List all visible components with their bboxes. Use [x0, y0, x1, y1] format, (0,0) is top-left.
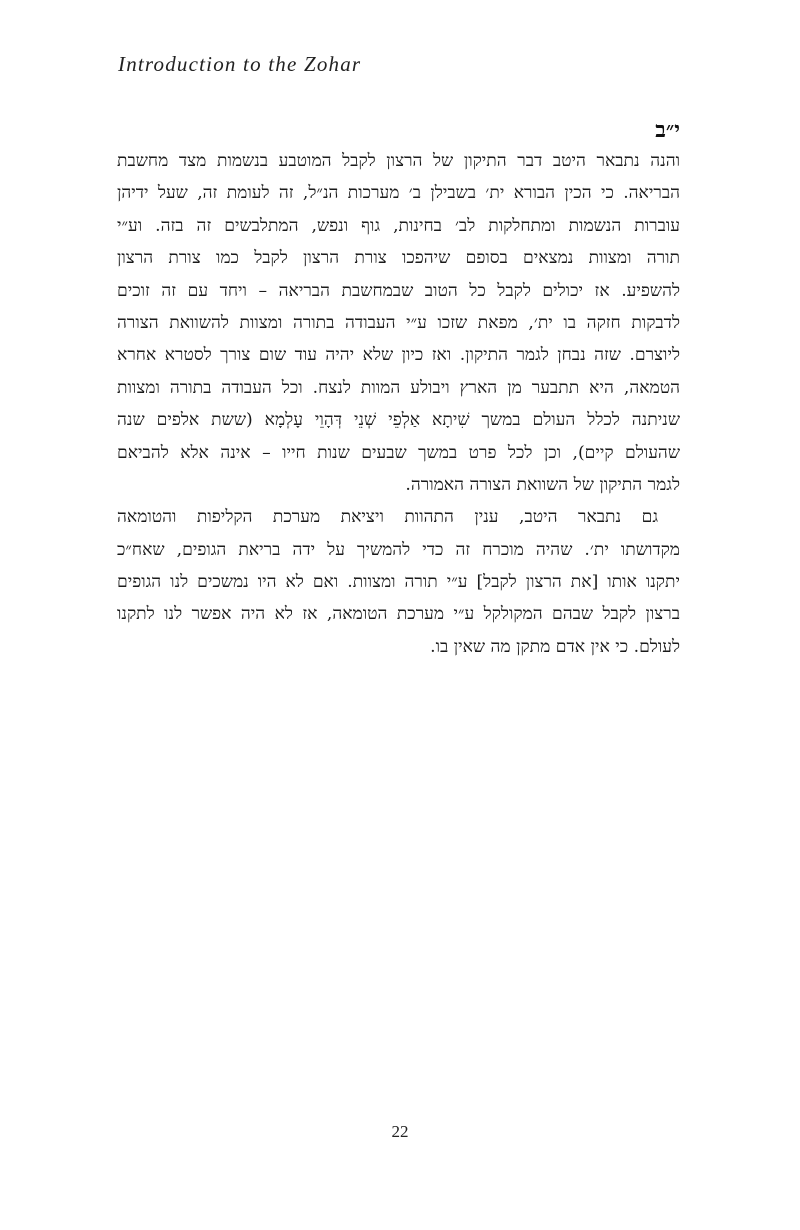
paragraph-1: [117, 145, 680, 501]
text-line: לעולם. כי אין אדם מתקן מה שאין בו.: [430, 636, 680, 657]
text-line: שניתנה לכלל העולם במשך שִׁיתָא אַלְפֵי שְׁנֵי דְּהָוֵי עָלְמָא (ששת אלפים שנה: [117, 410, 680, 431]
body-text: [117, 145, 680, 663]
text-line: ברצון לקבל שבהם המקולקל ע״י מערכת הטומאה, אז לא היה אפשר לנו לתקנו: [117, 604, 680, 625]
text-line: לדבקות חזקה בו ית׳, מפאת שזכו ע״י העבודה בתורה ומצוות להשוואת הצורה: [117, 312, 680, 333]
text-line: הבריאה. כי הכין הבורא ית׳ בשבילן ב׳ מערכות הנ״ל, זה לעומת זה, שעל ידיהן: [117, 183, 680, 204]
text-line: והנה נתבאר היטב דבר התיקון של הרצון לקבל המוטבע בנשמות מצד מחשבת: [117, 151, 680, 171]
running-head: Introduction to the Zohar: [118, 52, 362, 76]
text-line: יתקנו אותו [את הרצון לקבל] ע״י תורה ומצוות. ואם לא היו נמשכים לנו הגופים: [117, 572, 680, 593]
paragraph-2: [117, 501, 680, 663]
section-number: י״ב: [655, 117, 680, 143]
text-line: להשפיע. אז יכולים לקבל כל הטוב שבמחשבת הבריאה – ויחד עם זה זוכים: [117, 280, 680, 301]
text-line: שהעולם קיים), וכן לכל פרט במשך שבעים שנות חייו – אינה אלא להביאם: [117, 442, 680, 463]
text-line: מקדושתו ית׳. שהיה מוכרח זה כדי להמשיך על ידה בריאת הגופים, שאח״כ: [117, 539, 680, 560]
text-line: גם נתבאר היטב, ענין התהוות ויציאת מערכת הקליפות והטומאה: [117, 507, 658, 528]
text-line: לגמר התיקון של השוואת הצורה האמורה.: [405, 474, 680, 495]
text-line: ליוצרם. שזה נבחן לגמר התיקון. ואז כיון שלא יהיה עוד שום צורך לסטרא אחרא: [117, 345, 680, 366]
text-line: הטמאה, היא תתבער מן הארץ ויבולע המוות לנצח. וכל העבודה בתורה ומצוות: [117, 377, 680, 398]
text-line: עוברות הנשמות ומתחלקות לב׳ בחינות, גוף ונפש, המתלבשים זה בזה. וע״י: [117, 215, 680, 236]
page-number: 22: [391, 1122, 409, 1141]
text-line: תורה ומצוות נמצאים בסופם שיהפכו צורת הרצון לקבל כמו צורת הרצון: [117, 248, 680, 269]
